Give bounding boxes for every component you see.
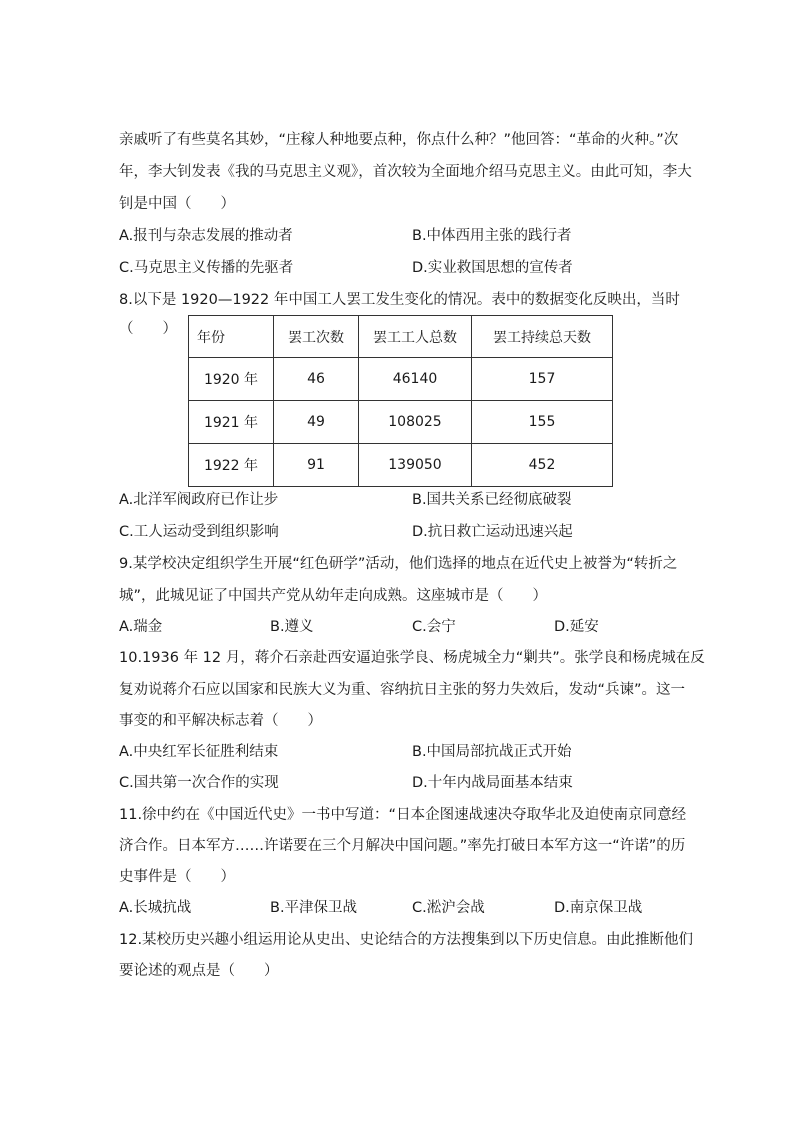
- q10-option-c[interactable]: C.国共第一次合作的实现: [119, 775, 279, 791]
- table-row: [189, 444, 613, 487]
- q11-option-a[interactable]: A.长城抗战: [119, 900, 192, 916]
- q10-option-a[interactable]: A.中央红军长征胜利结束: [119, 744, 279, 760]
- q7-stem-line: 年，李大钊发表《我的马克思主义观》，首次较为全面地介绍马克思主义。由此可知，李大: [119, 164, 692, 180]
- q11-option-b[interactable]: B.平津保卫战: [270, 900, 358, 916]
- table-cell: 49: [274, 401, 359, 444]
- q10-option-b[interactable]: B.中国局部抗战正式开始: [412, 744, 572, 760]
- q8-option-b[interactable]: B.国共关系已经彻底破裂: [412, 492, 572, 508]
- table-cell: 155: [472, 401, 613, 444]
- q9-option-b[interactable]: B.遵义: [270, 619, 314, 635]
- q8-option-c[interactable]: C.工人运动受到组织影响: [119, 524, 279, 540]
- strike-data-table: [188, 315, 613, 487]
- q11-option-c[interactable]: C.淞沪会战: [412, 900, 485, 916]
- q7-option-b[interactable]: B.中体西用主张的践行者: [412, 228, 572, 244]
- q7-option-a[interactable]: A.报刊与杂志发展的推动者: [119, 228, 293, 244]
- table-cell: 139050: [359, 444, 472, 487]
- q7-stem-line: 亲戚听了有些莫名其妙，“庄稼人种地要点种，你点什么种？”他回答：“革命的火种。”次: [119, 132, 679, 148]
- q11-stem-line: 济合作。日本军方……许诺要在三个月解决中国问题。”率先打破日本军方这一“许诺”的历: [119, 838, 686, 854]
- q9-option-a[interactable]: A.瑞金: [119, 619, 163, 635]
- table-cell: 46: [274, 358, 359, 401]
- table-cell: 108025: [359, 401, 472, 444]
- table-header-cell: 罢工工人总数: [359, 316, 472, 358]
- table-cell: 1920 年: [189, 358, 274, 401]
- q11-stem-line: 11.徐中约在《中国近代史》一书中写道：“日本企图速战速决夺取华北及迫使南京同意经: [119, 807, 687, 823]
- q10-stem-line: 复劝说蒋介石应以国家和民族大义为重、容纳抗日主张的努力失效后，发动“兵谏”。这一: [119, 682, 686, 698]
- q7-option-d[interactable]: D.实业救国思想的宣传者: [412, 260, 573, 276]
- table-cell: 91: [274, 444, 359, 487]
- q7-stem-line: 钊是中国（ ）: [119, 196, 235, 212]
- q12-stem-line: 12.某校历史兴趣小组运用论从史出、史论结合的方法搜集到以下历史信息。由此推断他们: [119, 932, 694, 948]
- table-cell: 46140: [359, 358, 472, 401]
- q11-option-d[interactable]: D.南京保卫战: [554, 900, 643, 916]
- q8-option-a[interactable]: A.北洋军阀政府已作让步: [119, 492, 279, 508]
- table-header-row: [189, 316, 613, 358]
- table-header-cell: 罢工次数: [274, 316, 359, 358]
- table-cell: 452: [472, 444, 613, 487]
- table-cell: 1922 年: [189, 444, 274, 487]
- table-row: [189, 401, 613, 444]
- q9-option-d[interactable]: D.延安: [554, 619, 599, 635]
- q8-stem-line: （ ）: [119, 321, 177, 337]
- q10-option-d[interactable]: D.十年内战局面基本结束: [412, 775, 573, 791]
- q10-stem-line: 10.1936 年 12 月，蒋介石亲赴西安逼迫张学良、杨虎城全力“剿共”。张学良和杨虎城在反: [119, 650, 705, 666]
- q12-stem-line: 要论述的观点是（ ）: [119, 963, 279, 979]
- q9-stem-line: 9.某学校决定组织学生开展“红色研学”活动，他们选择的地点在近代史上被誉为“转折之: [119, 556, 678, 572]
- table-header-cell: 罢工持续总天数: [472, 316, 613, 358]
- q8-option-d[interactable]: D.抗日救亡运动迅速兴起: [412, 524, 573, 540]
- q10-stem-line: 事变的和平解决标志着（ ）: [119, 713, 322, 729]
- table-cell: 1921 年: [189, 401, 274, 444]
- q11-stem-line: 史事件是（ ）: [119, 869, 235, 885]
- table-cell: 157: [472, 358, 613, 401]
- q7-option-c[interactable]: C.马克思主义传播的先驱者: [119, 260, 294, 276]
- table-row: [189, 358, 613, 401]
- q8-stem-line: 8.以下是 1920—1922 年中国工人罢工发生变化的情况。表中的数据变化反映出，当时: [119, 292, 680, 308]
- table-header-cell: 年份: [189, 316, 274, 358]
- q9-option-c[interactable]: C.会宁: [412, 619, 456, 635]
- q9-stem-line: 城”，此城见证了中国共产党从幼年走向成熟。这座城市是（ ）: [119, 588, 548, 604]
